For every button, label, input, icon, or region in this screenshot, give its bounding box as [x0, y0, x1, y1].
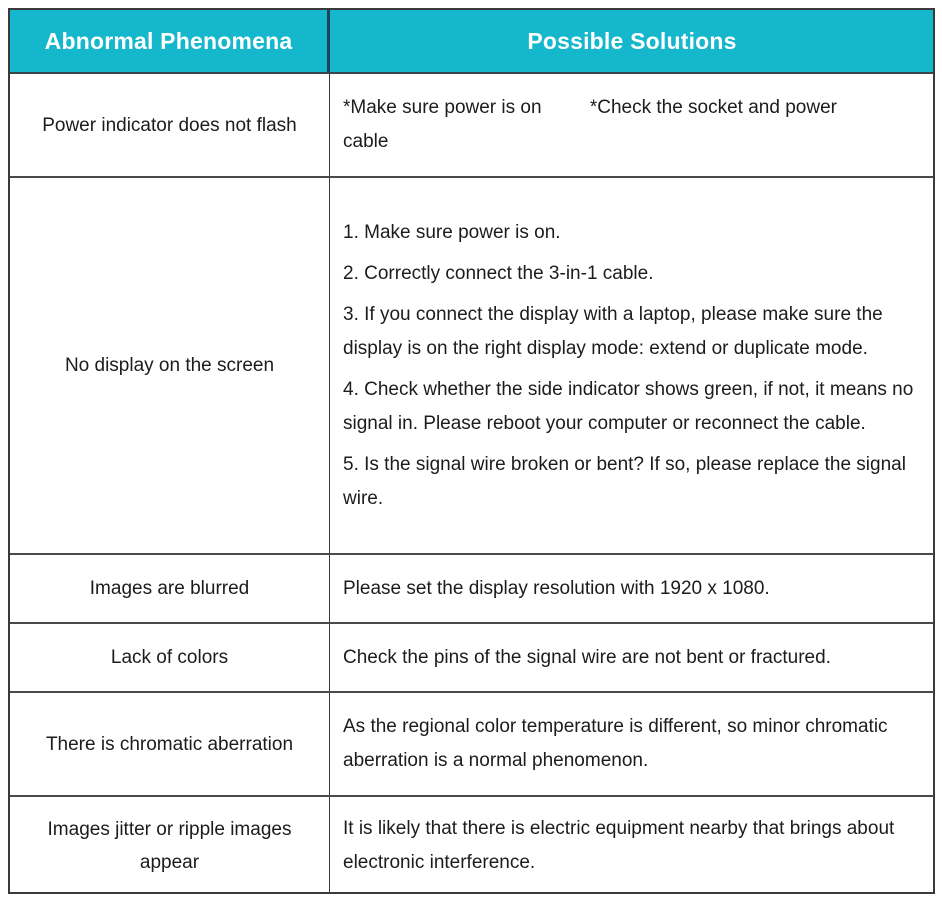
solution-text: It is likely that there is electric equipment nearby that brings about electronic interference.	[343, 817, 895, 873]
phenomenon-no-display: No display on the screen	[10, 178, 330, 553]
solutions-images-jitter	[330, 797, 933, 894]
table-row	[10, 624, 933, 693]
phenomenon-images-jitter: Images jitter or ripple images appear	[10, 797, 330, 894]
solution-text: Please set the display resolution with 1920 x 1080.	[343, 577, 770, 599]
table-row	[10, 178, 933, 555]
phenomenon-lack-of-colors: Lack of colors	[10, 624, 330, 691]
solutions-power-indicator	[330, 74, 933, 176]
solutions-no-display	[330, 178, 933, 553]
solution-step-1: 1. Make sure power is on.	[343, 221, 561, 243]
column-header-possible-solutions: Possible Solutions	[527, 28, 737, 54]
solution-step-5: 5. Is the signal wire broken or bent? If so, please replace the signal wire.	[343, 453, 906, 509]
solution-step-3: 3. If you connect the display with a laptop, please make sure the display is on the right display mode: extend or duplicate mode.	[343, 303, 883, 359]
solutions-lack-of-colors	[330, 624, 933, 691]
solution-step-2: 2. Correctly connect the 3-in-1 cable.	[343, 262, 654, 284]
solutions-chromatic-aberration	[330, 693, 933, 795]
solutions-images-blurred	[330, 555, 933, 622]
troubleshooting-table	[8, 8, 935, 894]
solution-item: *Check the socket and power cable	[343, 97, 837, 152]
table-row	[10, 693, 933, 797]
phenomenon-images-blurred: Images are blurred	[10, 555, 330, 622]
phenomenon-power-indicator: Power indicator does not flash	[10, 74, 330, 176]
table-header-row	[10, 10, 933, 74]
table-row	[10, 555, 933, 624]
table-row	[10, 797, 933, 894]
solution-step-4: 4. Check whether the side indicator shows green, if not, it means no signal in. Please reboot your computer or reconnect the cable.	[343, 378, 914, 434]
solution-item: *Make sure power is on	[343, 97, 542, 118]
solution-text: Check the pins of the signal wire are not bent or fractured.	[343, 646, 831, 668]
table-row	[10, 74, 933, 178]
column-header-abnormal-phenomena: Abnormal Phenomena	[10, 10, 330, 72]
solution-text: As the regional color temperature is different, so minor chromatic aberration is a normal phenomenon.	[343, 716, 888, 771]
solution-text	[343, 91, 861, 159]
phenomenon-chromatic-aberration: There is chromatic aberration	[10, 693, 330, 795]
